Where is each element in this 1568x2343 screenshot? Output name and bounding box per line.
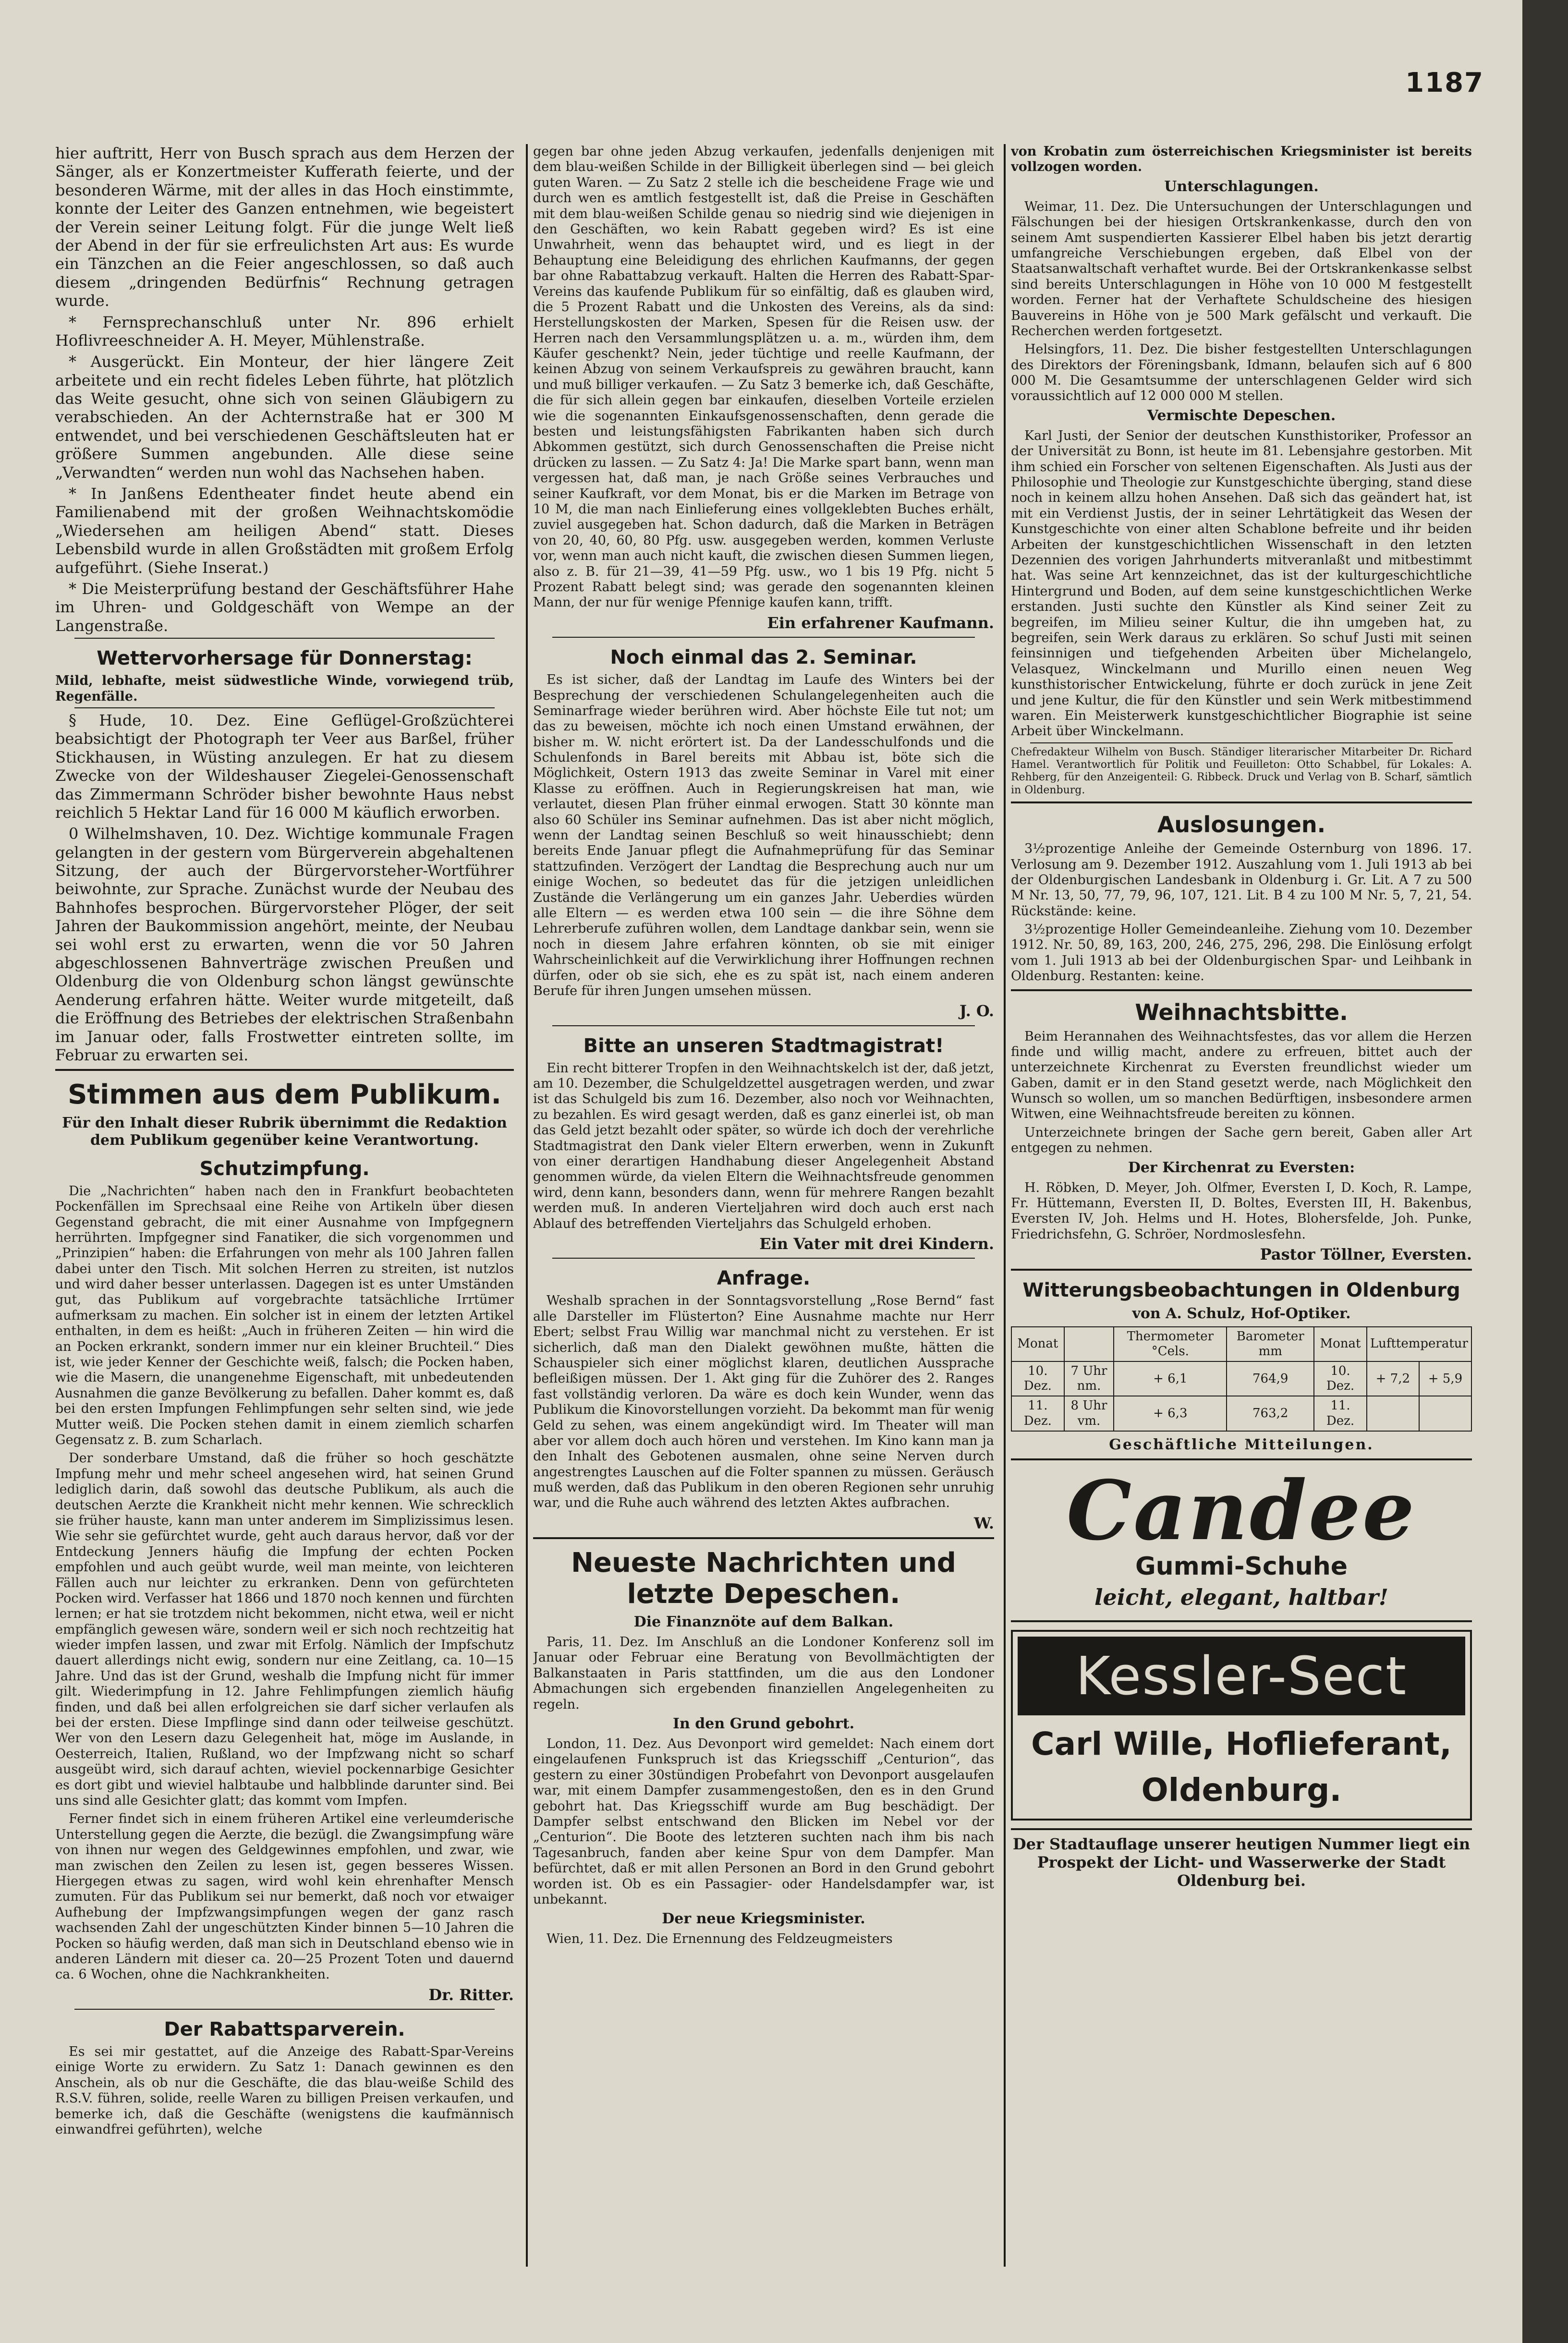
ad-merchant-name: Carl Wille, Hoflieferant, (1031, 1725, 1452, 1763)
business-notices-heading: Geschäftliche Mitteilungen. (1109, 1436, 1374, 1453)
table-header: Monat (1314, 1327, 1367, 1361)
article-heading-anfrage: Anfrage. (717, 1267, 811, 1290)
divider (74, 2009, 495, 2010)
article-paragraph: Die „Nachrichten“ haben nach den in Frankfurt beobachteten Pockenfällen im Sprechsaal eine Reihe von Artikeln über diesen Gegenstand gebracht, die mit einer Ausnahme von Impfgegnern herrührten. Impfgegner sind Fanatiker, die sich vorgenommen und „Prinzipien“ haben: die Erfahrungen von mehr als 100 Jahren fallen dabei unter den Tisch. Mit solchen Herren zu streiten, ist nutzlos und wird daher besser unterlassen. Dagegen ist es unter Umständen gut, das Publikum auf vorgebrachte tatsächliche Irrtümer aufmerksam zu machen. Ein solcher ist in einem der letzten Artikel enthalten, in dem es heißt: „Auch in früheren Zeiten — hin wird die an Pocken erkrankt, sondern immer nur ein kleiner Bruchteil.“ Dies ist, wie jeder Kenner der Geschichte weiß, falsch; die Pocken haben, wie die Masern, die unangenehme Eigenschaft, mit unbedeutenden Ausnahmen die ganze Bevölkerung zu befallen. Daher kommt es, daß bei den ersten Impfungen Fehlimpfungen sehr selten sind, wie jede Mutter weiß. Die Pocken stehen damit in einem ziemlich scharfen Gegensatz z. B. zum Scharlach. (55, 1183, 514, 1447)
article-heading-rabattsparverein: Der Rabattsparverein. (164, 2018, 405, 2041)
section-heading-auslosungen: Auslosungen. (1157, 812, 1326, 838)
divider (1011, 801, 1472, 803)
table-cell: 11. Dez. (1314, 1396, 1367, 1431)
news-subheading: Die Finanznöte auf dem Balkan. (633, 1614, 894, 1631)
news-subheading: Unterschlagungen. (1164, 178, 1319, 195)
table-header: Barometer mm (1227, 1327, 1314, 1361)
article-signature: J. O. (959, 1002, 994, 1020)
column-3 (1011, 144, 1472, 2286)
divider (533, 1537, 994, 1539)
ad-slogan: leicht, elegant, haltbar! (1094, 1584, 1388, 1611)
weather-observations-subheading: von A. Schulz, Hof-Optiker. (1132, 1305, 1351, 1322)
section-heading-weihnachtsbitte: Weihnachtsbitte. (1135, 999, 1348, 1025)
article-signature: Pastor Töllner, Eversten. (1260, 1245, 1472, 1264)
article-paragraph: Es ist sicher, daß der Landtag im Laufe des Winters bei der Besprechung der verschiedenen Schulangelegenheiten auch die Seminarfrage wieder berühren wird. Aber höchste Eile tut not; um das zu beweisen, möchte ich noch einen Umstand erwähnen, der bisher m. W. nicht erörtert ist. Da der Landesschulfonds und die Schulenfonds in Barel bereits mit Abbau ist, böte sich die Möglichkeit, Ostern 1913 das zweite Seminar in Varel mit einer Klasse zu eröffnen. Auch in Regierungskreisen hat man, wie verlautet, diesen Plan früher einmal erwogen. Statt 30 könnte man also 60 Schüler ins Seminar aufnehmen. Das ist aber nicht möglich, wenn der Landtag seinen Beschluß so weit hinausschiebt; denn bereits Ende Januar pflegt die Aufnahmeprüfung für das Seminar stattzufinden. Verzögert der Landtag die Besprechung auch nur um einige Wochen, so bedeutet das für die jetzigen unleidlichen Zustände die Verlängerung um ein ganzes Jahr. Ueberdies würden alle Eltern — es werden etwa 100 sein — die ihre Söhne dem Lehrerberufe zuführen wollen, dem Landtage dankbar sein, wenn sie noch in diesem Jahre erfahren könnten, ob sie mit einiger Wahrscheinlichkeit auf die Verwirklichung ihrer Hoffnungen rechnen dürfen, oder ob sie sich, ehe es zu spät ist, nach einem anderen Berufe für ihren Jungen umsehen müssen. (533, 672, 994, 998)
divider (1030, 742, 1453, 743)
article-paragraph: Es sei mir gestattet, auf die Anzeige des Rabatt-Spar-Vereins einige Worte zu erwidern. Zu Satz 1: Danach gewinnen es den Anschein, als ob nur die Geschäfte, die das blau-weiße Schild des R.S.V. führen, solide, reelle Waren zu billigen Preisen verkaufen, und bemerke ich, daß die Geschäfte (wenigstens die kaufmännisch einwandfrei geführten), welche (55, 2044, 514, 2137)
ad-merchant-city: Oldenburg. (1141, 1771, 1342, 1809)
insert-notice: Der Stadtauflage unserer heutigen Nummer liegt ein Prospekt der Licht- und Wasserwerke der Stadt Oldenburg bei. (1012, 1834, 1471, 1890)
article-signature: Ein Vater mit drei Kindern. (759, 1235, 994, 1253)
weather-observations-heading: Witterungsbeobachtungen in Oldenburg (1022, 1279, 1460, 1301)
divider (55, 1069, 514, 1071)
table-cell: + 6,3 (1114, 1396, 1227, 1431)
table-row (1011, 1361, 1471, 1396)
divider (74, 638, 495, 639)
table-cell (1367, 1396, 1419, 1431)
section-disclaimer: Für den Inhalt dieser Rubrik übernimmt die Redaktion dem Publikum gegenüber keine Verantwortung. (62, 1114, 507, 1149)
article-heading-seminar: Noch einmal das 2. Seminar. (610, 646, 917, 669)
article-heading-schutzimpfung: Schutzimpfung. (199, 1157, 370, 1180)
weather-forecast-text: Mild, lebhafte, meist südwestliche Winde, vorwiegend trüb, Regenfälle. (55, 673, 514, 704)
article-paragraph: gegen bar ohne jeden Abzug verkaufen, jedenfalls denjenigen mit dem blau-weißen Schilde in der Billigkeit überlegen sind — bei gleich guten Waren. — Zu Satz 2 stelle ich die bescheidene Frage wie und durch wen es amtlich festgestellt ist, daß die Preise in Geschäften mit dem blau-weißen Schilde genau so niedrig sind wie diejenigen in den Geschäften, wo kein Rabatt gegeben wird? Es ist eine Unwahrheit, wenn das behauptet wird, und es liegt in der Behauptung eine Beleidigung des ehrlichen Kaufmanns, der gegen bar ohne Rabattabzug verkauft. Halten die Herren des Rabatt-Spar-Vereins das kaufende Publikum für so einfältig, daß es glauben wird, die 5 Prozent Rabatt und die Unkosten des Vereins, als da sind: Herstellungskosten der Marken, Spesen für die Reisen usw. der Herren nach den Versammlungsplätzen u. a. m., würden ihm, dem Käufer geschenkt? Nein, jeder tüchtige und reelle Kaufmann, der keinen Abzug von seinem Verkaufspreis zu gewähren braucht, kann und muß billiger verkaufen. — Zu Satz 3 bemerke ich, daß Geschäfte, die für sich allein gegen bar einkaufen, dieselben Vorteile erzielen wie die sogenannten Einkaufsgenossenschaften, denn gerade die besten und leistungsfähigsten Fabrikanten haben sich durch Abkommen gestützt, sich durch Genossenschaften die Preise nicht drücken zu lassen. — Zu Satz 4: Ja! Die Marke spart bann, wenn man vergessen hat, daß man, je nach Größe seines Verbrauches und seiner Kaufkraft, vor dem Monat, bis er die Marken im Betrage von 10 M, die man nach Einlieferung eines vollgeklebten Buches erhält, zuviel ausgegeben hat. Schon dadurch, daß die Marken in Beträgen von 20, 40, 60, 80 Pfg. usw. ausgegeben werden, kommen Verluste vor, wenn man auch nicht kauft, die zwischen diesen Summen liegen, also z. B. für 21—39, 41—59 Pfg. usw., wo 1 bis 19 Pfg. nicht 5 Prozent Rabatt belegt sind; was gerade den sogenannten kleinen Mann, der nur für wenige Pfennige kaufen kann, trifft. (533, 144, 994, 610)
article-paragraph: Unterzeichnete bringen der Sache gern bereit, Gaben aller Art entgegen zu nehmen. (1011, 1125, 1472, 1156)
article-paragraph: 0 Wilhelmshaven, 10. Dez. Wichtige kommunale Fragen gelangten in der gestern vom Bürgerverein abgehaltenen Sitzung, der auch der Bürgervorsteher-Wortführer beiwohnte, zur Sprache. Zunächst wurde der Neubau des Bahnhofes besprochen. Bürgervorsteher Plöger, der seit Jahren der Baukommission angehört, meinte, der Neubau sei wohl erst zu erwarten, wenn die vor 50 Jahren abgeschlossenen Bahnverträge zwischen Preußen und Oldenburg die von Oldenburg schon längst gewünschte Aenderung erfahren hätte. Weiter wurde mitgeteilt, daß die Eröffnung des Betriebes der elektrischen Straßenbahn im Januar oder, falls Frostwetter eintreten sollte, im Februar zu erwarten sei. (55, 825, 514, 1064)
article-paragraph: Beim Herannahen des Weihnachtsfestes, das vor allem die Herzen finde und willig macht, andere zu erfreuen, bittet auch der unterzeichnete Kirchenrat zu Eversten freundlichst wieder um Gaben, damit er in den Stand gesetzt werde, nach Möglichkeit den Wunsch so wollen, um so manchen Bedürftigen, insbesondere armen Witwen, eine Weihnachtsfreude bereiten zu können. (1011, 1029, 1472, 1122)
article-paragraph: Ein recht bitterer Tropfen in den Weihnachtskelch ist der, daß jetzt, am 10. Dezember, die Schulgeldzettel ausgetragen werden, und zwar ist das Schulgeld bis zum 16. Dezember, also noch vor Weihnachten, zu bezahlen. Es wird gesagt werden, daß es ganz einerlei ist, ob man das Geld jetzt bezahlt oder später, so würde ich doch der verehrliche Stadtmagistrat den Dank vieler Eltern erwerben, wenn in Zukunft von einer derartigen Handhabung dieser Angelegenheit Abstand genommen würde, da vielen Eltern die Weihnachtsfreude genommen wird, denn kann, besonders dann, wenn für mehrere Rangen bezahlt werden muß. In anderen Vierteljahren wird doch auch erst nach Ablauf des betreffenden Vierteljahrs das Schulgeld erhoben. (533, 1060, 994, 1231)
church-council-heading: Der Kirchenrat zu Eversten: (1128, 1159, 1355, 1176)
article-paragraph: * Ausgerückt. Ein Monteur, der hier längere Zeit arbeitete und ein recht fideles Leben führte, hat plötzlich das Weite gesucht, ohne sich von seinen Gläubigern zu verabschieden. An der Achternstraße hat er 300 M entwendet, und bei verschiedenen Geschäftsleuten hat er größere Summen angebunden. Alle diese seine „Verwandten“ werden nun wohl das Nachsehen haben. (55, 352, 514, 482)
table-cell: + 5,9 (1419, 1361, 1471, 1396)
table-cell: 10. Dez. (1314, 1361, 1367, 1396)
column-1 (55, 144, 514, 2286)
column-rule-1 (526, 144, 528, 2267)
section-heading-news: Neueste Nachrichten und letzte Depeschen. (571, 1547, 956, 1610)
divider (74, 707, 495, 708)
article-paragraph: hier auftritt, Herr von Busch sprach aus dem Herzen der Sänger, als er Konzertmeister Kufferath feierte, und der besonderen Wärme, mit der alles in das Hoch einstimmte, konnte der Leiter des Ganzen entnehmen, wie begeistert der Verein seiner Leitung folgt. Für die junge Welt ließ der Abend in der für sie erfreulichsten Art aus: Es wurde ein Tänzchen an die Feier angeschlossen, so daß auch diesem „dringenden Bedürfnis“ Rechnung getragen wurde. (55, 144, 514, 310)
advertisement-kessler-sect (1011, 1630, 1472, 1820)
article-paragraph: Ferner findet sich in einem früheren Artikel eine verleumderische Unterstellung gegen die Aerzte, die bezügl. die Zwangsimpfung wäre von ihnen nur wegen des Geldgewinnes empfohlen, und zwar, wie man zwischen den Zeilen zu lesen ist, gegen besseres Wissen. Hiergegen etwas zu sagen, wird wohl kein ehrenhafter Mensch zumuten. Für das Publikum sei nur bemerkt, daß noch vor etwaiger Aufhebung der Impfzwangsimpfungen wegen der ganz rasch wachsenden Zahl der ungeschützten Kinder binnen 5—10 Jahren die Pocken so häufig werden, daß man sich in Deutschland ebenso wie in anderen Ländern mit dieser ca. 20—25 Prozent Toten und dauernd ca. 6 Wochen, ohne die Nachkrankheiten. (55, 1811, 514, 1982)
article-paragraph: Helsingfors, 11. Dez. Die bisher festgestellten Unterschlagungen des Direktors der Föreningsbank, Idmann, belaufen sich auf 6 800 000 M. Die Gesamtsumme der unterschlagenen Gelder wird sich voraussichtlich auf 12 000 000 M stellen. (1011, 342, 1472, 404)
news-subheading: Der neue Kriegsminister. (662, 1910, 865, 1928)
table-cell: 7 Uhr nm. (1064, 1361, 1114, 1396)
imprint: Chefredakteur Wilhelm von Busch. Ständiger literarischer Mitarbeiter Dr. Richard Hamel. Verantwortlich für Politik und Feuilleton: Otto Schabbel, für Lokales: A. Rehberg, für den Anzeigenteil: G. Ribbeck. Druck und Verlag von B. Scharf, sämtlich in Oldenburg. (1011, 746, 1472, 796)
table-cell: + 6,1 (1114, 1361, 1227, 1396)
table-cell: 764,9 (1227, 1361, 1314, 1396)
article-paragraph: * Fernsprechanschluß unter Nr. 896 erhielt Hoflivreeschneider A. H. Meyer, Mühlenstraße. (55, 313, 514, 350)
article-paragraph: von Krobatin zum österreichischen Kriegsminister ist bereits vollzogen worden. (1011, 144, 1472, 175)
news-subheading: In den Grund gebohrt. (672, 1715, 855, 1732)
ad-product-line: Gummi-Schuhe (1135, 1552, 1348, 1581)
table-header: Thermometer °Cels. (1114, 1327, 1227, 1361)
table-cell: 763,2 (1227, 1396, 1314, 1431)
article-paragraph: * Die Meisterprüfung bestand der Geschäftsführer Hahe im Uhren- und Goldgeschäft von Wempe an der Langenstraße. (55, 579, 514, 635)
article-paragraph: 3½prozentige Anleihe der Gemeinde Osternburg von 1896. 17. Verlosung am 9. Dezember 1912. Auszahlung vom 1. Juli 1913 ab bei der Oldenburgischen Landesbank in Oldenburg i. Gr. Lit. A 7 zu 500 M Nr. 13, 50, 77, 79, 96, 107, 121. Lit. B 4 zu 100 M Nr. 5, 7, 21, 54. Rückstände: keine. (1011, 841, 1472, 919)
article-paragraph: Weimar, 11. Dez. Die Untersuchungen der Unterschlagungen und Fälschungen bei der hiesigen Ortskrankenkasse, durch den von seinem Amt suspendierten Kassierer Elbel haben bis jetzt derartig umfangreiche Verschiebungen ergeben, daß Elbel von der Staatsanwaltschaft verhaftet wurde. Bei der Ortskrankenkasse selbst sind bereits Unterschlagungen in Höhe von 10 000 M festgestellt worden. Ferner hat der Verhaftete Schuldscheine des hiesigen Bauvereins in Höhe von je 500 Mark gefälscht und verkauft. Die Recherchen werden fortgesetzt. (1011, 199, 1472, 339)
divider (552, 1258, 975, 1259)
divider (552, 637, 975, 638)
table-row (1011, 1396, 1471, 1431)
article-paragraph: H. Röbken, D. Meyer, Joh. Olfmer, Eversten I, D. Koch, R. Lampe, Fr. Hüttemann, Eversten II, D. Boltes, Eversten III, H. Bakenbus, Eversten IV, Joh. Helms und H. Hotes, Blohersfelde, Joh. Punke, Friedrichsfehn, G. Schröer, Nordmoslesfehn. (1011, 1180, 1472, 1242)
news-subheading: Vermischte Depeschen. (1147, 407, 1336, 424)
table-cell (1419, 1396, 1471, 1431)
table-cell: 11. Dez. (1011, 1396, 1064, 1431)
weather-forecast-heading: Wettervorhersage für Donnerstag: (97, 647, 473, 670)
article-signature: Ein erfahrener Kaufmann. (767, 613, 994, 632)
divider (552, 1025, 975, 1026)
article-paragraph: London, 11. Dez. Aus Devonport wird gemeldet: Nach einem dort eingelaufenen Funkspruch ist das Kriegsschiff „Centurion“, das gestern zu einer 30stündigen Probefahrt von Devonport ausgelaufen war, mit einem Dampfer zusammengestoßen, den es in den Grund gebohrt hat. Das Kriegsschiff wurde am Bug beschädigt. Der Dampfer selbst entschwand den Blicken im Nebel vor der „Centurion“. Die Boote des letzteren suchten nach ihm bis nach Tagesanbruch, fanden aber keine Spur von dem Dampfer. Man befürchtet, daß er mit allen Personen an Bord in den Grund gebohrt worden ist. Ob es ein Passagier- oder Handelsdampfer war, ist unbekannt. (533, 1736, 994, 1907)
column-rule-2 (1004, 144, 1006, 2267)
weather-table (1011, 1326, 1472, 1432)
page-number: 1187 (1405, 67, 1484, 98)
column-2 (533, 144, 994, 2286)
ad-brand-logo: Candee (1066, 1462, 1417, 1559)
article-paragraph: Wien, 11. Dez. Die Ernennung des Feldzeugmeisters (547, 1931, 893, 1947)
article-paragraph: Der sonderbare Umstand, daß die früher so hoch geschätzte Impfung mehr und mehr scheel angesehen wird, hat seinen Grund lediglich darin, daß sowohl das deutsche Publikum, als auch die deutschen Aerzte die Krankheit nicht mehr kennen. Wie schrecklich sie früher hauste, kann man unter anderem im Simplizissimus lesen. Wie sehr sie gefürchtet wurde, geht auch daraus hervor, daß vor der Entdeckung Jenners häufig die Impfung der echten Pocken empfohlen und auch geübt wurde, weil man meinte, von leichteren Fällen auch nur leichter zu erkranken. Denn von gefürchteten Pocken wird. Verfasser hat 1866 und 1870 noch kennen und fürchten lernen; er hat sie trotzdem nicht bekommen, nicht etwa, weil er nicht empfänglich gewesen wäre, sondern weil er sich noch rechtzeitig hat wieder impfen lassen, und zwar mit Erfolg. Nämlich der Impfschutz dauert allerdings nicht ewig, sondern nur eine Zeitlang, ca. 10—15 Jahre. Und das ist der Grund, weshalb die Impfung nicht für immer gilt. Wiederimpfung in 12. Jahre Fehlimpfungen ziemlich häufig finden, und daß bei allen erfolgreichen sie darf sicher verlaufen als bei der ersten. Diese Impflinge sind dann oder teilweise geschützt. Wer von den Lesern dazu Gelegenheit hat, möge im Auslande, in Oesterreich, Italien, Rußland, wo der Impfzwang nicht so scharf ausgeübt wird, sich darauf achten, wieviel pockennarbige Gesichter es dort gibt und wieviel halbtaube und halbblinde darunter sind. Bei uns sind alle Gesichter glatt; das kommt vom Impfen. (55, 1451, 514, 1808)
article-paragraph: Karl Justi, der Senior der deutschen Kunsthistoriker, Professor an der Universität zu Bonn, ist heute im 81. Lebensjahre gestorben. Mit ihm schied ein Forscher von seltenen Eigenschaften. Als Justi aus der Philosophie und Theologie zur Kunstgeschichte überging, stand diese noch in keinem allzu hohen Ansehen. Daß sich das geändert hat, ist mit ein Verdienst Justis, der in seiner Lehrtätigkeit das Wesen der Kunstgeschichte von einer alten Schablone befreite und ihr beiden Arbeiten der kunstgeschichtlichen Wissenschaft in den letzten Dezennien des vorigen Jahrhunderts mitveranlaßt und mitbestimmt hat. Was seine Art kennzeichnet, das ist der kulturgeschichtliche Hintergrund und Boden, auf dem seine kunstgeschichtlichen Werke erstanden. Justi suchte den Künstler als Kind seiner Zeit zu begreifen, im Milieu seiner Kultur, die ihn umgeben hat, zu begreifen, sein Werk daraus zu erklären. So schuf Justi mit seinen feinsinnigen und tiefgehenden Arbeiten über Michelangelo, Velasquez, Winckelmann und Murillo einen neuen Weg kunsthistorischer Entwickelung, führte er doch zurück in jene Zeit und jene Kultur, die für den Künstler und sein Werk mitbestimmend waren. Ein Meisterwerk kunstgeschichtlicher Biographie ist seine Arbeit über Winckelmann. (1011, 428, 1472, 739)
table-cell: 8 Uhr vm. (1064, 1396, 1114, 1431)
article-paragraph: * In Janßens Edentheater findet heute abend ein Familienabend mit der großen Weihnachtskomödie „Wiedersehen am heiligen Abend“ statt. Dieses Lebensbild wurde in allen Großstädten mit großem Erfolg aufgeführt. (Siehe Inserat.) (55, 485, 514, 577)
article-paragraph: Paris, 11. Dez. Im Anschluß an die Londoner Konferenz soll im Januar oder Februar eine Beratung von Bevollmächtigten der Balkanstaaten in Paris stattfinden, um die aus den Londoner Abmachungen sich ergebenden finanziellen Angelegenheiten zu regeln. (533, 1635, 994, 1712)
divider (1011, 989, 1472, 991)
article-signature: Dr. Ritter. (428, 1985, 514, 2004)
article-signature: W. (973, 1514, 994, 1532)
divider (1011, 1828, 1472, 1830)
table-cell: + 7,2 (1367, 1361, 1419, 1396)
divider (1011, 1269, 1472, 1271)
table-header: Monat (1011, 1327, 1064, 1361)
ad-brand-banner: Kessler-Sect (1018, 1637, 1465, 1715)
advertisement-candee (1011, 1458, 1472, 1623)
table-header: Lufttemperatur (1367, 1327, 1471, 1361)
table-header (1064, 1327, 1114, 1361)
article-paragraph: § Hude, 10. Dez. Eine Geflügel-Großzüchterei beabsichtigt der Photograph ter Veer aus Barßel, früher Stickhausen, in Wüsting anzulegen. Er hat zu diesem Zwecke von der Wildeshauser Ziegelei-Genossenschaft das Zimmermann Schröder bisher bewohnte Haus nebst reichlich 5 Hektar Land für 16 000 M käuflich erworben. (55, 711, 514, 822)
article-paragraph: Weshalb sprachen in der Sonntagsvorstellung „Rose Bernd“ fast alle Darsteller im Flüsterton? Eine Ausnahme machte nur Herr Ebert; selbst Frau Willig war manchmal nicht zu verstehen. Er ist sicherlich, daß man den Dialekt gewöhnen mußte, hätten die Schauspieler sich einer möglichst klaren, deutlichen Aussprache befleißigen müssen. Der 1. Akt ging für die Zuhörer des 2. Ranges fast vollständig verloren. Da wäre es doch kein Wunder, wenn das Publikum die Kinovorstellungen vorzieht. Da bekommt man für wenig Geld zu sehen, was einem angekündigt wird. Im Theater will man aber vor allem doch auch hören und verstehen. Im Kino kann man ja den Inhalt des Gebotenen ausmalen, ohne seine Nerven durch angestrengtes Lauschen auf die Folter spannen zu müssen. Geräusch muß werden, daß das Publikum in den oberen Regionen sehr unruhig war, und die Ruhe auch während des letzten Aktes aufbrachen. (533, 1293, 994, 1511)
section-heading-stimmen: Stimmen aus dem Publikum. (68, 1079, 501, 1111)
article-heading-bitte: Bitte an unseren Stadtmagistrat! (583, 1034, 944, 1057)
article-paragraph: 3½prozentige Holler Gemeindeanleihe. Ziehung vom 10. Dezember 1912. Nr. 50, 89, 163, 200, 246, 275, 296, 298. Die Einlösung erfolgt vom 1. Juli 1913 ab bei der Oldenburgischen Spar- und Leihbank in Oldenburg. Restanten: keine. (1011, 922, 1472, 984)
table-cell: 10. Dez. (1011, 1361, 1064, 1396)
